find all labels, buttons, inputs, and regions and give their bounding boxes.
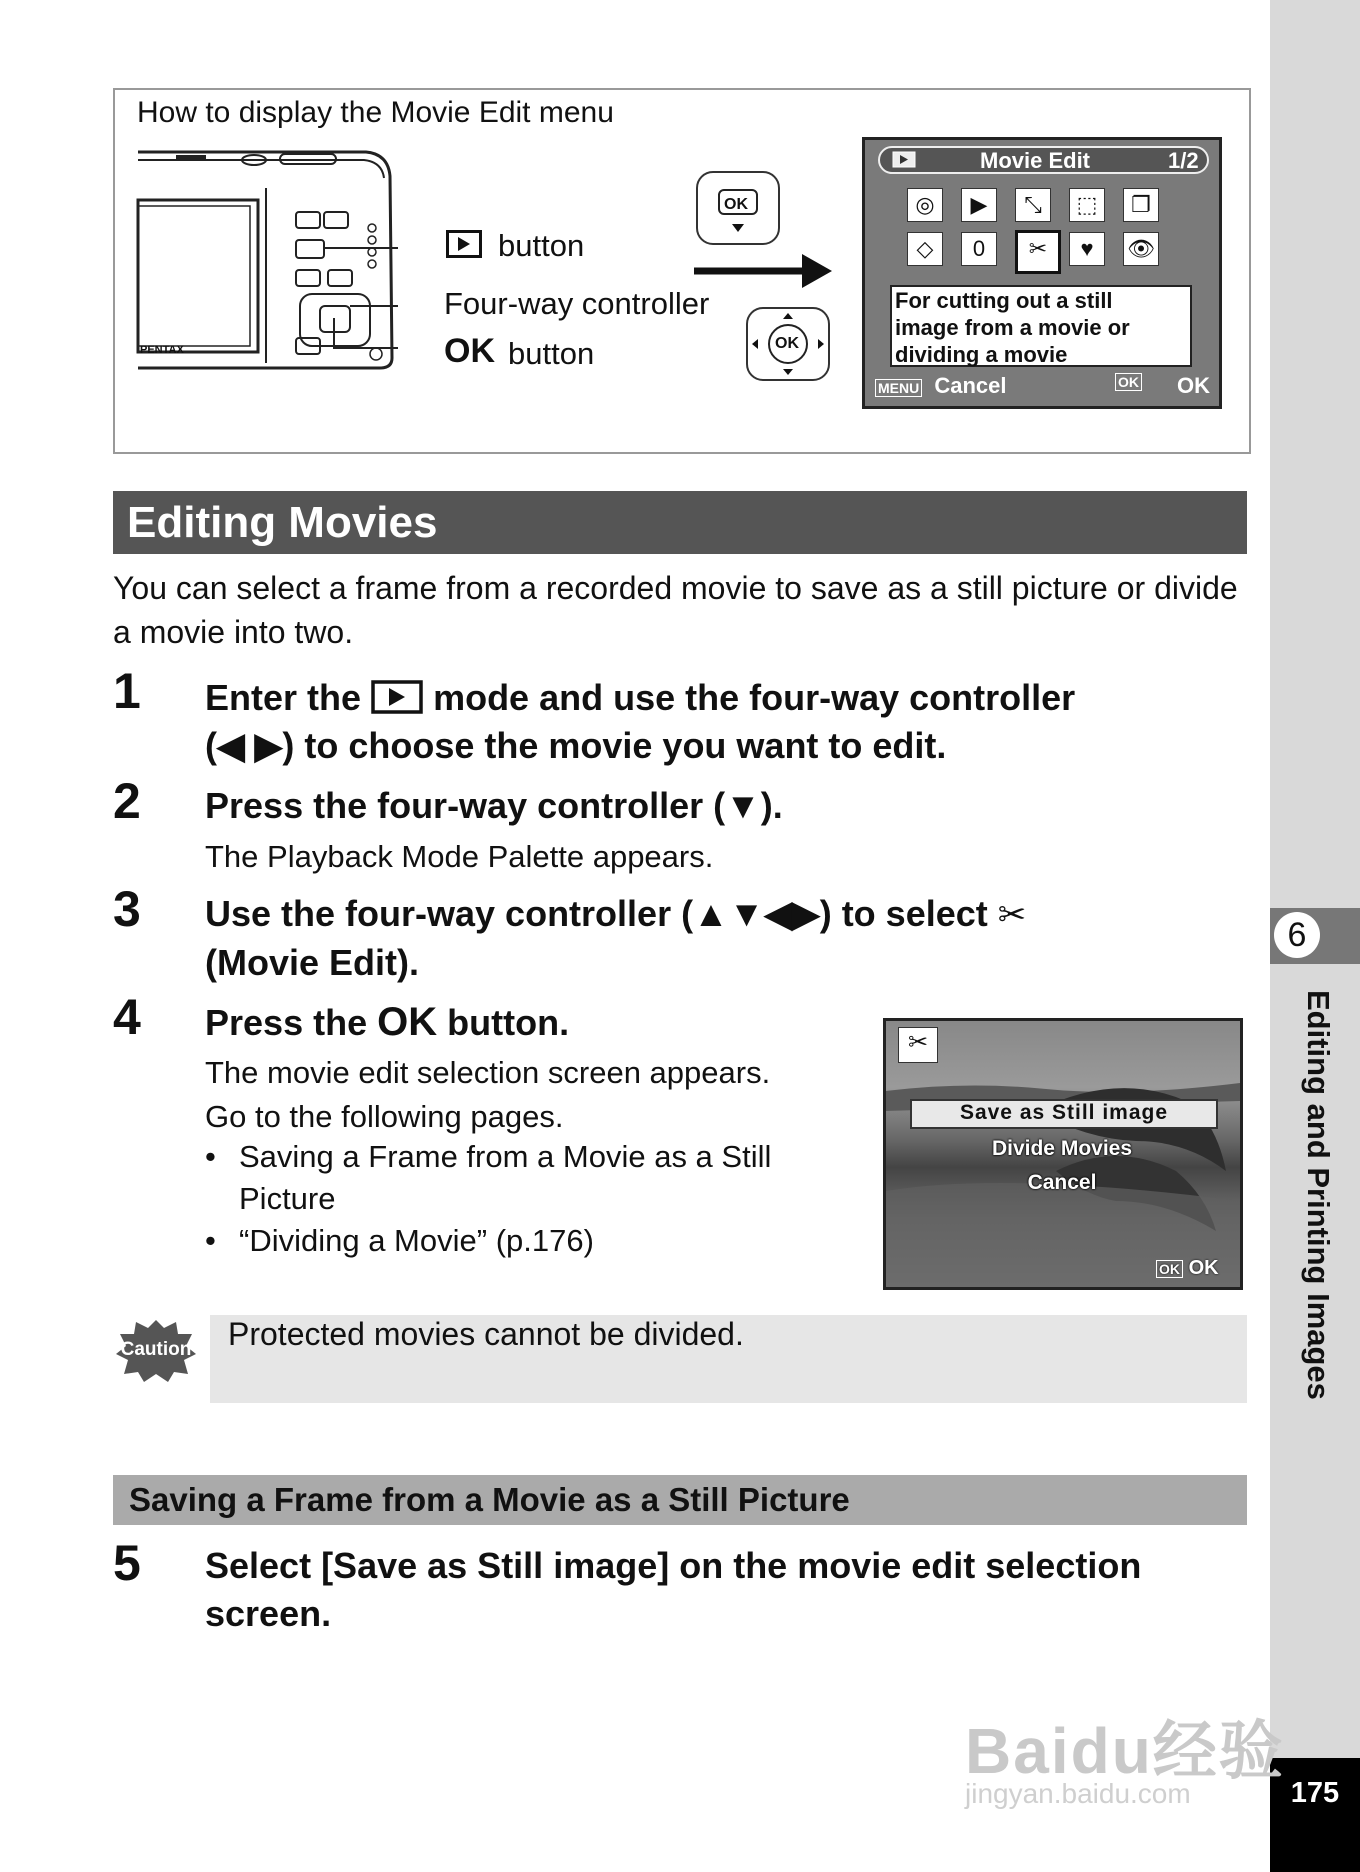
step-4-text-post: button. [447,1002,570,1043]
bullet-link: Saving a Frame from a Movie as a Still [239,1139,772,1174]
intro-text: You can select a frame from a recorded movie to save as a still picture or divide a movie into two. [113,570,1238,650]
step-4-body-1: The movie edit selection screen appears. [205,1055,771,1090]
step-1-text-pre: Enter the [205,677,362,718]
bullet-dot: • [205,1223,216,1258]
footer-ok-label: OK [1177,373,1210,398]
step-3-text-line2: (Movie Edit). [205,942,419,983]
step-5-line2: screen. [205,1593,332,1634]
bullet-link-cont: Picture [239,1181,336,1216]
step-number: 4 [113,989,141,1045]
option-divide-movies[interactable]: Divide Movies [991,1137,1133,1160]
option-save-as-still[interactable]: Save as Still image [910,1099,1218,1129]
menu-key: MENU [875,379,922,397]
movie-edit-scissors-icon: ✂ [898,1027,938,1063]
cropping-icon: ⬚ [1069,188,1105,222]
selection-ok-key: OK [1156,1260,1183,1278]
caution-badge-label: Caution [120,1339,192,1360]
screen-description [890,285,1192,367]
selection-ok-label: OK [1188,1257,1219,1279]
screen-footer [875,373,1209,399]
option-cancel[interactable]: Cancel [1027,1171,1097,1194]
image-recovery-icon: ◎ [907,188,943,222]
page-number: 175 [1270,1758,1360,1872]
chapter-title: Editing and Printing Images [1301,990,1336,1400]
ok-glyph: OK [444,332,495,370]
ok-key-text: OK [724,196,748,213]
playback-icon [371,680,423,714]
right-arrow-icon [694,250,834,292]
frame-icon: ♥ [1069,232,1105,266]
bullet-link: “Dividing a Movie” (p.176) [239,1223,594,1258]
watermark-url: jingyan.baidu.com [965,1778,1191,1809]
movie-edit-scissors-icon: ✂ [1015,230,1061,274]
playback-icon [446,230,482,258]
step-5-heading [205,1542,1255,1638]
description-line: For cutting out a still [895,288,1113,313]
chapter-number: 6 [1274,912,1320,958]
movie-edit-selection-screen [883,1018,1243,1290]
step-1-heading [205,674,1255,770]
description-line: image from a movie or [895,315,1130,340]
playback-mode-icon [892,151,916,168]
ok-glyph: OK [377,1000,438,1044]
step-number: 2 [113,773,141,829]
step-4-text-pre: Press the [205,1002,368,1043]
step-number: 5 [113,1535,141,1591]
selection-ok [1156,1257,1219,1280]
rotate-icon: ◇ [907,232,943,266]
filter-icon: 0 [961,232,997,266]
movie-edit-screen [862,137,1222,409]
step-3-text-pre: Use the four-way controller (▲▼◀▶) to select [205,893,988,934]
step-2-body: The Playback Mode Palette appears. [205,839,714,874]
slideshow-icon: ▶ [961,188,997,222]
step-1-text-post: mode and use the four-way controller [433,677,1076,718]
step-4-body-2: Go to the following pages. [205,1099,564,1134]
screen-title: Movie Edit [980,148,1091,173]
resize-icon: ⤡ [1015,188,1051,222]
section-title: Editing Movies [113,491,1247,554]
subsection-title: Saving a Frame from a Movie as a Still Picture [113,1475,1247,1525]
camera-back-illustration [136,148,398,373]
step-number: 1 [113,663,141,719]
playback-button-label: button [498,228,585,263]
watermark-logo: Baidu经验 [965,1715,1285,1787]
screen-page: 1/2 [1168,148,1199,173]
camera-brand: PENTAX [140,344,184,356]
movie-edit-scissors-icon: ✂ [997,896,1027,934]
description-line: dividing a movie [895,342,1068,367]
screen-header [878,146,1209,174]
step-2-heading: Press the four-way controller (▼). [205,785,783,826]
step-number: 3 [113,881,141,937]
how-to-title: How to display the Movie Edit menu [137,96,614,129]
footer-ok-key: OK [1115,373,1142,391]
red-eye-icon: 👁 [1123,232,1159,266]
caution-text: Protected movies cannot be divided. [228,1316,744,1352]
step-5-line1: Select [Save as Still image] on the movie edit selection [205,1545,1142,1586]
four-way-controller-label: Four-way controller [444,286,710,321]
controller-ok-text: OK [775,335,799,352]
step-3-heading [205,890,1255,987]
cancel-label: Cancel [934,373,1007,398]
step-1-text-line2: (◀ ▶) to choose the movie you want to edit. [205,725,947,766]
ok-button-label: button [508,336,595,371]
copy-icon: ❐ [1123,188,1159,222]
bullet-dot: • [205,1139,216,1174]
